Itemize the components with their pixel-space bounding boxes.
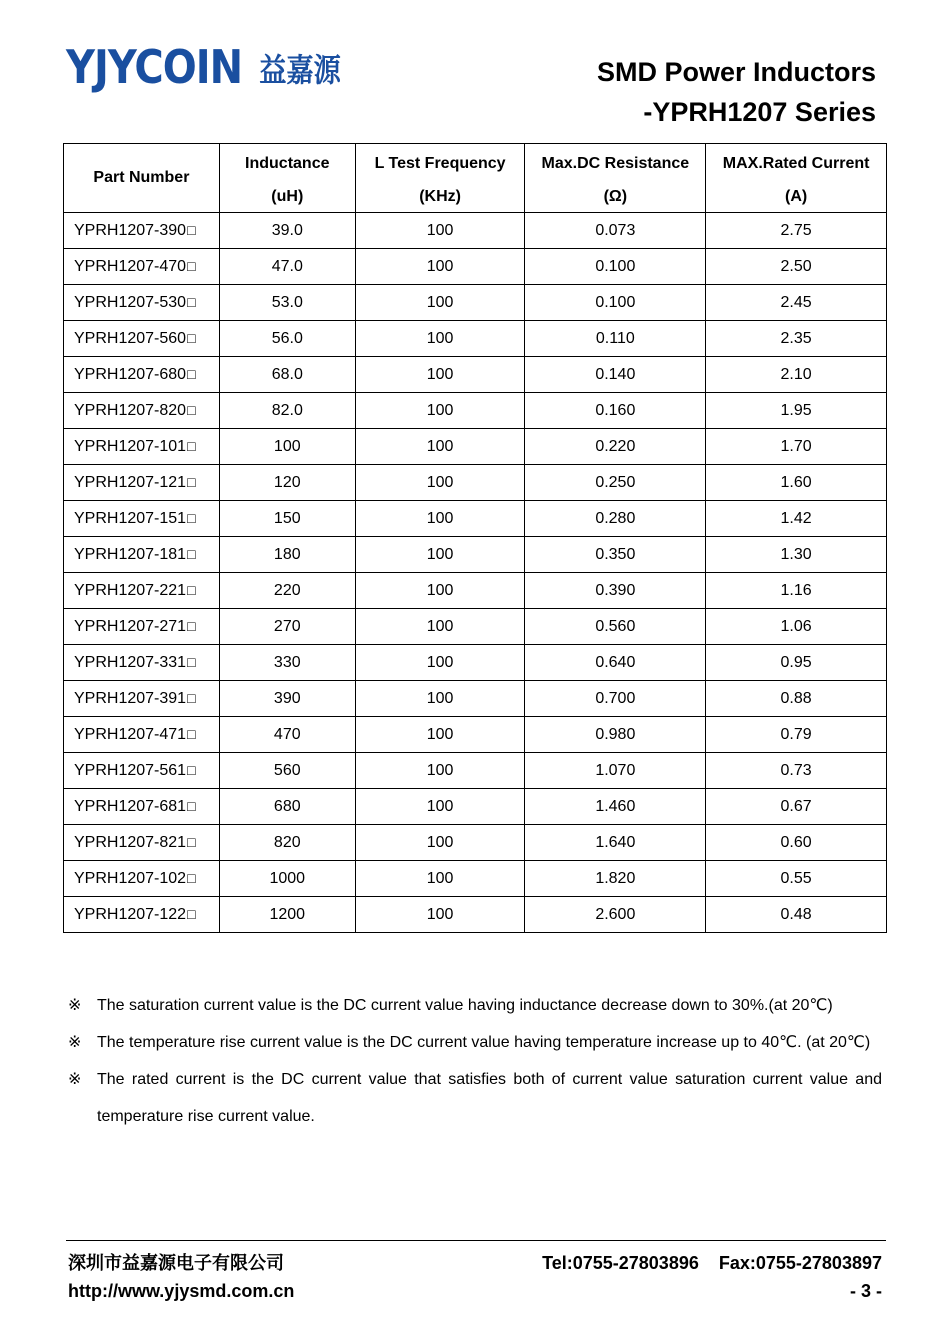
cell-rated-current: 2.75 xyxy=(706,213,887,249)
table-row xyxy=(64,393,887,429)
footer-contact: Tel:0755-27803896 Fax:0755-27803897 xyxy=(542,1253,882,1273)
cell-rated-current: 1.60 xyxy=(706,465,887,501)
cell-dc-resistance: 1.070 xyxy=(525,753,706,789)
cell-rated-current: 1.06 xyxy=(706,609,887,645)
logo-wordmark: YJYCOIN xyxy=(66,41,243,95)
cell-part-number: YPRH1207-680□ xyxy=(64,357,220,393)
option-box: □ xyxy=(187,761,196,778)
cell-inductance: 680 xyxy=(219,789,355,825)
cell-inductance: 390 xyxy=(219,681,355,717)
cell-dc-resistance: 0.220 xyxy=(525,429,706,465)
table-body xyxy=(64,213,887,933)
cell-dc-resistance: 0.100 xyxy=(525,285,706,321)
cell-dc-resistance: 0.110 xyxy=(525,321,706,357)
cell-dc-resistance: 0.390 xyxy=(525,573,706,609)
option-box: □ xyxy=(187,401,196,418)
cell-dc-resistance: 0.140 xyxy=(525,357,706,393)
table-row xyxy=(64,429,887,465)
cell-inductance: 39.0 xyxy=(219,213,355,249)
cell-test-frequency: 100 xyxy=(355,501,525,537)
document-title xyxy=(597,52,876,132)
option-box: □ xyxy=(187,293,196,310)
option-box: □ xyxy=(187,617,196,634)
table-row xyxy=(64,609,887,645)
option-box: □ xyxy=(187,833,196,850)
option-box: □ xyxy=(187,437,196,454)
cell-part-number: YPRH1207-390□ xyxy=(64,213,220,249)
cell-rated-current: 0.55 xyxy=(706,861,887,897)
cell-test-frequency: 100 xyxy=(355,573,525,609)
title-line-2: -YPRH1207 Series xyxy=(643,97,876,127)
option-box: □ xyxy=(187,365,196,382)
option-box: □ xyxy=(187,869,196,886)
header-part-number: Part Number xyxy=(64,144,220,213)
table-row xyxy=(64,861,887,897)
option-box: □ xyxy=(187,473,196,490)
cell-part-number: YPRH1207-820□ xyxy=(64,393,220,429)
note-saturation: ※ The saturation current value is the DC current value having inductance decrease down to 30%.(at 20℃) xyxy=(68,997,833,1014)
cell-test-frequency: 100 xyxy=(355,897,525,933)
option-box: □ xyxy=(187,509,196,526)
cell-part-number: YPRH1207-561□ xyxy=(64,753,220,789)
cell-test-frequency: 100 xyxy=(355,825,525,861)
cell-dc-resistance: 1.460 xyxy=(525,789,706,825)
cell-part-number: YPRH1207-181□ xyxy=(64,537,220,573)
cell-dc-resistance: 0.350 xyxy=(525,537,706,573)
company-logo xyxy=(66,41,348,95)
table-row xyxy=(64,321,887,357)
cell-dc-resistance: 0.073 xyxy=(525,213,706,249)
cell-rated-current: 1.95 xyxy=(706,393,887,429)
cell-part-number: YPRH1207-151□ xyxy=(64,501,220,537)
cell-dc-resistance: 0.640 xyxy=(525,645,706,681)
table-row xyxy=(64,465,887,501)
cell-part-number: YPRH1207-560□ xyxy=(64,321,220,357)
cell-test-frequency: 100 xyxy=(355,537,525,573)
cell-part-number: YPRH1207-681□ xyxy=(64,789,220,825)
header-test-frequency: L Test Frequency (KHz) xyxy=(355,144,525,213)
cell-inductance: 330 xyxy=(219,645,355,681)
cell-inductance: 180 xyxy=(219,537,355,573)
option-box: □ xyxy=(187,581,196,598)
footer-divider xyxy=(66,1240,886,1241)
cell-part-number: YPRH1207-221□ xyxy=(64,573,220,609)
cell-inductance: 820 xyxy=(219,825,355,861)
cell-rated-current: 0.95 xyxy=(706,645,887,681)
option-box: □ xyxy=(187,797,196,814)
logo-chinese-name: 益嘉源 xyxy=(259,51,341,89)
table-row xyxy=(64,645,887,681)
cell-rated-current: 0.67 xyxy=(706,789,887,825)
cell-test-frequency: 100 xyxy=(355,753,525,789)
cell-dc-resistance: 0.700 xyxy=(525,681,706,717)
option-box: □ xyxy=(187,689,196,706)
cell-inductance: 1000 xyxy=(219,861,355,897)
footer-company: 深圳市益嘉源电子有限公司 xyxy=(68,1253,284,1273)
cell-rated-current: 0.60 xyxy=(706,825,887,861)
table-row xyxy=(64,753,887,789)
option-box: □ xyxy=(187,653,196,670)
cell-test-frequency: 100 xyxy=(355,321,525,357)
table-row xyxy=(64,681,887,717)
option-box: □ xyxy=(187,545,196,562)
table-row xyxy=(64,897,887,933)
cell-inductance: 220 xyxy=(219,573,355,609)
table-row xyxy=(64,213,887,249)
cell-inductance: 560 xyxy=(219,753,355,789)
cell-part-number: YPRH1207-391□ xyxy=(64,681,220,717)
table-row xyxy=(64,789,887,825)
cell-part-number: YPRH1207-471□ xyxy=(64,717,220,753)
cell-part-number: YPRH1207-121□ xyxy=(64,465,220,501)
cell-rated-current: 0.79 xyxy=(706,717,887,753)
cell-rated-current: 2.50 xyxy=(706,249,887,285)
table-row xyxy=(64,717,887,753)
spec-table xyxy=(63,143,887,933)
cell-part-number: YPRH1207-271□ xyxy=(64,609,220,645)
note-rated-current: ※ The rated current is the DC current value that satisfies both of current value saturation current value and temperature rise current value. xyxy=(68,1071,882,1125)
cell-rated-current: 1.42 xyxy=(706,501,887,537)
table-header-row xyxy=(64,144,887,213)
cell-rated-current: 0.73 xyxy=(706,753,887,789)
cell-inductance: 150 xyxy=(219,501,355,537)
footer-page-number: - 3 - xyxy=(849,1281,882,1301)
cell-inductance: 270 xyxy=(219,609,355,645)
cell-part-number: YPRH1207-331□ xyxy=(64,645,220,681)
cell-part-number: YPRH1207-470□ xyxy=(64,249,220,285)
option-box: □ xyxy=(187,725,196,742)
header-dc-resistance: Max.DC Resistance (Ω) xyxy=(525,144,706,213)
table-row xyxy=(64,285,887,321)
cell-inductance: 470 xyxy=(219,717,355,753)
cell-dc-resistance: 0.100 xyxy=(525,249,706,285)
cell-inductance: 53.0 xyxy=(219,285,355,321)
cell-inductance: 82.0 xyxy=(219,393,355,429)
cell-part-number: YPRH1207-821□ xyxy=(64,825,220,861)
cell-part-number: YPRH1207-101□ xyxy=(64,429,220,465)
table-row xyxy=(64,501,887,537)
cell-inductance: 56.0 xyxy=(219,321,355,357)
title-line-1: SMD Power Inductors xyxy=(596,57,876,87)
header-inductance: Inductance (uH) xyxy=(219,144,355,213)
cell-test-frequency: 100 xyxy=(355,357,525,393)
cell-test-frequency: 100 xyxy=(355,249,525,285)
cell-inductance: 1200 xyxy=(219,897,355,933)
cell-test-frequency: 100 xyxy=(355,861,525,897)
cell-test-frequency: 100 xyxy=(355,789,525,825)
table-row xyxy=(64,249,887,285)
table-row xyxy=(64,357,887,393)
table-row xyxy=(64,537,887,573)
cell-dc-resistance: 1.640 xyxy=(525,825,706,861)
cell-rated-current: 2.45 xyxy=(706,285,887,321)
cell-test-frequency: 100 xyxy=(355,717,525,753)
option-box: □ xyxy=(187,329,196,346)
cell-test-frequency: 100 xyxy=(355,393,525,429)
cell-rated-current: 1.16 xyxy=(706,573,887,609)
cell-dc-resistance: 0.280 xyxy=(525,501,706,537)
note-temperature-rise: ※ The temperature rise current value is the DC current value having temperature increase up to 40℃. (at 20℃) xyxy=(68,1034,871,1051)
cell-rated-current: 2.35 xyxy=(706,321,887,357)
cell-inductance: 68.0 xyxy=(219,357,355,393)
cell-test-frequency: 100 xyxy=(355,429,525,465)
cell-dc-resistance: 0.560 xyxy=(525,609,706,645)
cell-rated-current: 0.48 xyxy=(706,897,887,933)
header-rated-current: MAX.Rated Current (A) xyxy=(706,144,887,213)
cell-rated-current: 1.70 xyxy=(706,429,887,465)
option-box: □ xyxy=(187,257,196,274)
cell-rated-current: 0.88 xyxy=(706,681,887,717)
cell-dc-resistance: 1.820 xyxy=(525,861,706,897)
cell-inductance: 100 xyxy=(219,429,355,465)
cell-test-frequency: 100 xyxy=(355,681,525,717)
cell-part-number: YPRH1207-122□ xyxy=(64,897,220,933)
table-row xyxy=(64,573,887,609)
cell-rated-current: 1.30 xyxy=(706,537,887,573)
cell-test-frequency: 100 xyxy=(355,465,525,501)
cell-inductance: 120 xyxy=(219,465,355,501)
cell-dc-resistance: 0.160 xyxy=(525,393,706,429)
cell-dc-resistance: 0.980 xyxy=(525,717,706,753)
option-box: □ xyxy=(187,221,196,238)
cell-test-frequency: 100 xyxy=(355,645,525,681)
cell-part-number: YPRH1207-530□ xyxy=(64,285,220,321)
cell-rated-current: 2.10 xyxy=(706,357,887,393)
footer xyxy=(68,1249,882,1305)
option-box: □ xyxy=(187,905,196,922)
cell-dc-resistance: 0.250 xyxy=(525,465,706,501)
cell-test-frequency: 100 xyxy=(355,213,525,249)
footer-url[interactable]: http://www.yjysmd.com.cn xyxy=(68,1281,295,1301)
cell-part-number: YPRH1207-102□ xyxy=(64,861,220,897)
table-row xyxy=(64,825,887,861)
cell-dc-resistance: 2.600 xyxy=(525,897,706,933)
notes-section xyxy=(68,987,882,1135)
cell-test-frequency: 100 xyxy=(355,609,525,645)
cell-inductance: 47.0 xyxy=(219,249,355,285)
cell-test-frequency: 100 xyxy=(355,285,525,321)
